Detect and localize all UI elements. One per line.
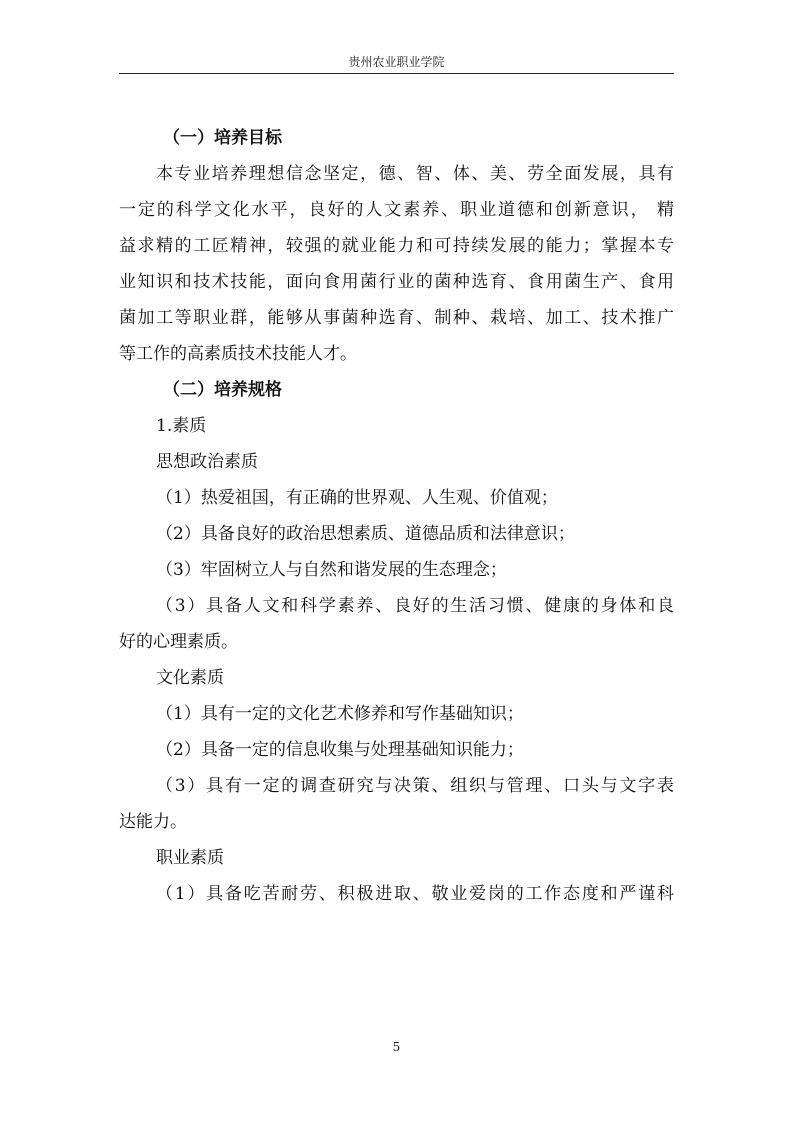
culture-item: （2）具备一定的信息收集与处理基础知识能力； <box>156 740 524 760</box>
career-title: 职业素质 <box>156 848 224 868</box>
ideology-title: 思想政治素质 <box>156 452 258 472</box>
goal-paragraph-line: 菌加工等职业群，能够从事菌种选育、制种、栽培、加工、技术推广 <box>119 308 674 328</box>
goal-paragraph-line: 一定的科学文化水平，良好的人文素养、职业道德和创新意识， 精 <box>119 200 674 220</box>
culture-item: （1）具有一定的文化艺术修养和写作基础知识； <box>156 704 524 724</box>
page-number: 5 <box>392 1040 401 1054</box>
quality-title: 1.素质 <box>156 416 207 436</box>
header-rule <box>119 73 674 74</box>
section-heading-goal: （一）培养目标 <box>163 128 282 148</box>
goal-paragraph-line: 本专业培养理想信念坚定，德、智、体、美、劳全面发展，具有 <box>156 164 674 184</box>
culture-item: （3）具有一定的调查研究与决策、组织与管理、口头与文字表 <box>156 776 674 796</box>
page-body <box>119 120 674 912</box>
ideology-item: （1）热爱祖国，有正确的世界观、人生观、价值观； <box>156 488 558 508</box>
ideology-item: （3）具备人文和科学素养、良好的生活习惯、健康的身体和良 <box>156 596 674 616</box>
ideology-item: （3）牢固树立人与自然和谐发展的生态理念； <box>156 560 507 580</box>
culture-item-continuation: 达能力。 <box>119 812 187 832</box>
career-item: （1）具备吃苦耐劳、积极进取、敬业爱岗的工作态度和严谨科 <box>156 884 674 904</box>
goal-paragraph-line: 业知识和技术技能，面向食用菌行业的菌种选育、食用菌生产、食用 <box>119 272 674 292</box>
goal-paragraph-line: 益求精的工匠精神，较强的就业能力和可持续发展的能力；掌握本专 <box>119 236 674 256</box>
section-heading-spec: （二）培养规格 <box>163 380 282 400</box>
running-header: 贵州农业职业学院 <box>348 55 445 69</box>
ideology-item-continuation: 好的心理素质。 <box>119 632 238 652</box>
ideology-item: （2）具备良好的政治思想素质、道德品质和法律意识； <box>156 524 575 544</box>
culture-title: 文化素质 <box>156 668 224 688</box>
goal-paragraph-line: 等工作的高素质技术技能人才。 <box>119 344 357 364</box>
